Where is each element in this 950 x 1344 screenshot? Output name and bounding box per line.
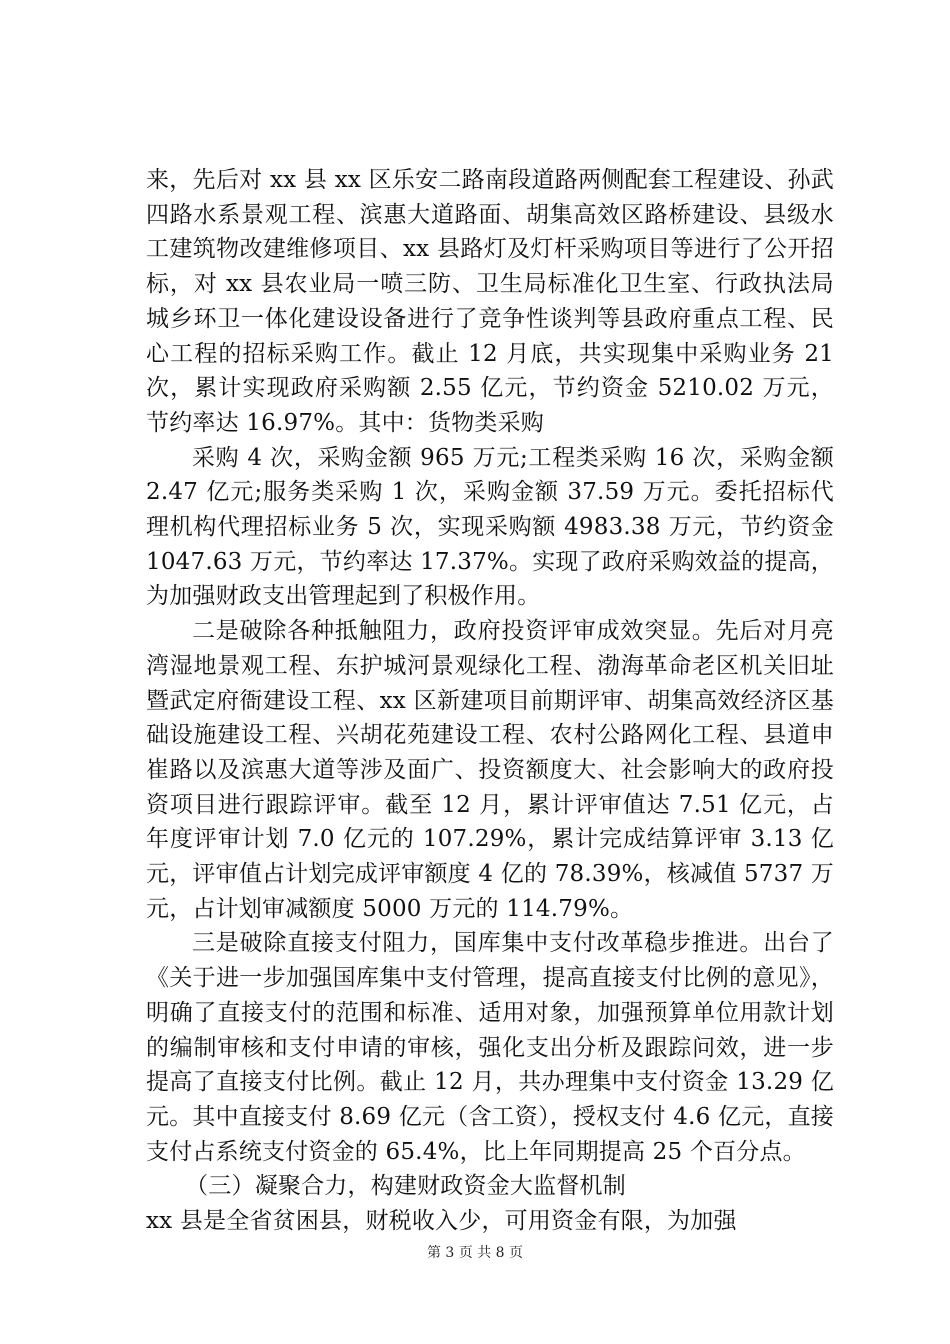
- page-footer: 第 3 页 共 8 页: [426, 1245, 524, 1261]
- paragraph-poor-county: xx 县是全省贫困县，财税收入少，可用资金有限，为加强: [146, 1208, 737, 1235]
- section-heading-supervision: （三）凝聚合力，构建财政资金大监督机制: [185, 1173, 626, 1200]
- paragraph-procurement-breakdown: 采购 4 次，采购金额 965 万元;工程类采购 16 次，采购金额 2.47 亿元;服务类采购 1 次，采购金额 37.59 万元。委托招标代理机构代理招标业务 5 次，实现采购额 4983.38 万元，节约资金 1047.63 万元，节约率达 17.37%。实现了政府采购效益的提高，为加强财政支出管理起到了积极作用。: [146, 444, 834, 610]
- document-body: [146, 163, 834, 1239]
- paragraph-investment-review: 二是破除各种抵触阻力，政府投资评审成效突显。先后对月亮湾湿地景观工程、东护城河景观绿化工程、渤海革命老区机关旧址暨武定府衙建设工程、xx 区新建项目前期评审、胡集高效经济区基础设施建设工程、兴胡花苑建设工程、农村公路网化工程、县道申崔路以及滨惠大道等涉及面广、投资额度大、社会影响大的政府投资项目进行跟踪评审。截至 12 月，累计评审值达 7.51 亿元，占年度评审计划 7.0 亿元的 107.29%，累计完成结算评审 3.13 亿元，评审值占计划完成评审额度 4 亿的 78.39%，核减值 5737 万元，占计划审减额度 5000 万元的 114.79%。: [146, 618, 834, 922]
- paragraph-procurement-continued: 来，先后对 xx 县 xx 区乐安二路南段道路两侧配套工程建设、孙武四路水系景观工程、滨惠大道路面、胡集高效区路桥建设、县级水工建筑物改建维修项目、xx 县路灯及灯杆采购项目等进行了公开招标，对 xx 县农业局一喷三防、卫生局标准化卫生室、行政执法局城乡环卫一体化建设设备进行了竞争性谈判等县政府重点工程、民心工程的招标采购工作。截止 12 月底，共实现集中采购业务 21 次，累计实现政府采购额 2.55 亿元，节约资金 5210.02 万元，节约率达 16.97%。其中：货物类采购: [146, 167, 834, 436]
- paragraph-direct-payment: 三是破除直接支付阻力，国库集中支付改革稳步推进。出台了《关于进一步加强国库集中支付管理，提高直接支付比例的意见》，明确了直接支付的范围和标准、适用对象，加强预算单位用款计划的编制审核和支付申请的审核，强化支出分析及跟踪问效，进一步提高了直接支付比例。截止 12 月，共办理集中支付资金 13.29 亿元。其中直接支付 8.69 亿元（含工资），授权支付 4.6 亿元，直接支付占系统支付资金的 65.4%，比上年同期提高 25 个百分点。: [146, 930, 834, 1165]
